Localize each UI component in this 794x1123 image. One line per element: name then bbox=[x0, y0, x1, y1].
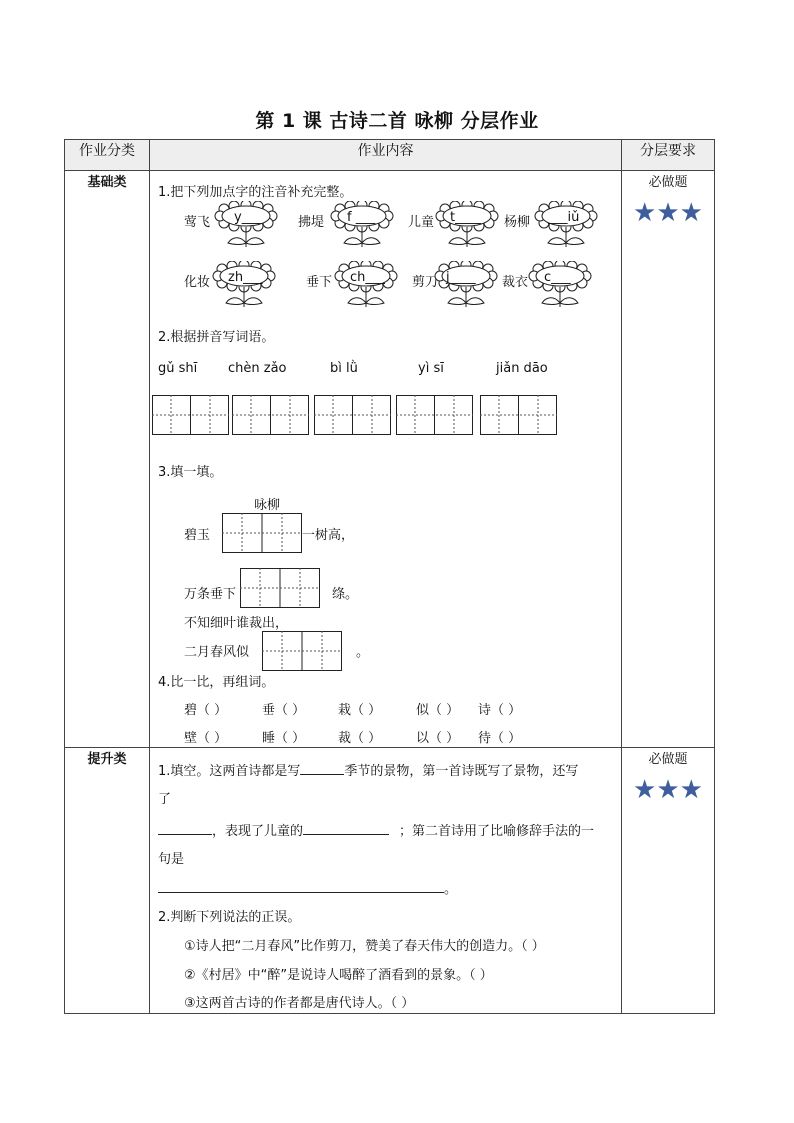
q1-word-1: 莺飞 bbox=[184, 215, 211, 230]
star-icon: ★★★ bbox=[633, 198, 703, 228]
header-category: 作业分类 bbox=[65, 140, 150, 171]
q2-pinyin-5: jiǎn dāo bbox=[496, 361, 548, 376]
flower-icon bbox=[214, 201, 278, 249]
adv-q1-line5 bbox=[158, 878, 457, 897]
star-rating bbox=[622, 777, 714, 803]
header-content: 作业内容 bbox=[150, 140, 622, 171]
q4-item: 碧（ ） bbox=[184, 703, 228, 718]
adv-q1-text-c: ，表现了儿童的 bbox=[212, 824, 304, 839]
q3-line4-post: 。 bbox=[356, 645, 370, 660]
answer-blank[interactable] bbox=[158, 892, 444, 893]
q4-text: 4.比一比，再组词。 bbox=[158, 675, 275, 690]
q3-text: 3.填一填。 bbox=[158, 465, 223, 480]
category-basic: 基础类 bbox=[65, 171, 150, 748]
q1-text: 1.把下列加点字的注音补充完整。 bbox=[158, 185, 353, 200]
flower-icon bbox=[534, 201, 598, 249]
content-basic bbox=[150, 171, 622, 748]
flower-icon bbox=[435, 201, 499, 249]
answer-blank[interactable] bbox=[158, 834, 212, 835]
category-advanced: 提升类 bbox=[65, 748, 150, 1014]
requirement-advanced bbox=[622, 748, 715, 1014]
q4-item: 睡（ ） bbox=[262, 731, 306, 746]
adv-q1-line2: 了 bbox=[158, 792, 172, 807]
adv-q2-item-3: ③这两首古诗的作者都是唐代诗人。（ ） bbox=[184, 996, 415, 1011]
q3-line3: 不知细叶谁裁出， bbox=[184, 616, 289, 631]
q1-pinyin-2: f ___ bbox=[347, 210, 376, 225]
writing-grid bbox=[232, 395, 309, 435]
q4-item: 壁（ ） bbox=[184, 731, 228, 746]
q2-pinyin-1: gǔ shī bbox=[158, 361, 198, 376]
q3-line4-pre: 二月春风似 bbox=[184, 645, 250, 660]
q1-pinyin-4: ___iǔ bbox=[548, 210, 580, 225]
header-requirement: 分层要求 bbox=[622, 140, 715, 171]
q3-line2-pre: 万条垂下 bbox=[184, 587, 237, 602]
q2-pinyin-4: yì sī bbox=[418, 361, 444, 376]
q1-word-3: 儿童 bbox=[408, 215, 435, 230]
q1-word-6: 垂下 bbox=[306, 275, 333, 290]
adv-q1-line4: 句是 bbox=[158, 852, 185, 867]
q4-item: 以（ ） bbox=[416, 731, 460, 746]
q4-item: 诗（ ） bbox=[478, 703, 522, 718]
writing-grid bbox=[240, 568, 320, 608]
q3-line1-post: 一树高， bbox=[302, 528, 355, 543]
adv-q2-text: 2.判断下列说法的正误。 bbox=[158, 910, 301, 925]
homework-table bbox=[64, 139, 715, 1014]
q1-word-8: 裁衣 bbox=[502, 275, 529, 290]
adv-q1-text-a: 1.填空。这两首诗都是写 bbox=[158, 764, 301, 779]
flower-icon bbox=[334, 261, 398, 309]
q1-word-2: 拂堤 bbox=[298, 215, 325, 230]
writing-grid bbox=[480, 395, 557, 435]
requirement-basic bbox=[622, 171, 715, 748]
q2-text: 2.根据拼音写词语。 bbox=[158, 330, 275, 345]
q4-item: 栽（ ） bbox=[338, 703, 382, 718]
q2-pinyin-2: chèn zǎo bbox=[228, 361, 287, 376]
adv-q2-item-1: ①诗人把“二月春风”比作剪刀，赞美了春天伟大的创造力。（ ） bbox=[184, 939, 545, 954]
q4-item: 垂（ ） bbox=[262, 703, 306, 718]
answer-blank[interactable] bbox=[303, 834, 389, 835]
star-rating bbox=[622, 200, 714, 226]
adv-q1-text-e: 。 bbox=[444, 882, 458, 897]
writing-grid bbox=[314, 395, 391, 435]
star-icon: ★★★ bbox=[633, 775, 703, 805]
content-advanced bbox=[150, 748, 622, 1014]
q3-line1-pre: 碧玉 bbox=[184, 528, 211, 543]
writing-grid bbox=[152, 395, 229, 435]
q1-pinyin-1: y___ bbox=[234, 210, 262, 225]
adv-q1-text-b: 季节的景物，第一首诗既写了景物，还写 bbox=[344, 764, 579, 779]
q3-poem-title: 咏柳 bbox=[254, 498, 281, 513]
adv-q1-text-d: ；第二首诗用了比喻修辞手法的一 bbox=[399, 824, 595, 839]
writing-grid bbox=[396, 395, 473, 435]
adv-q1-line1 bbox=[158, 760, 578, 779]
q2-pinyin-3: bì lǜ bbox=[330, 361, 358, 376]
q3-line2-post: 绦。 bbox=[332, 587, 359, 602]
writing-grid bbox=[222, 513, 302, 553]
q4-item: 裁（ ） bbox=[338, 731, 382, 746]
q1-pinyin-5: zh___ bbox=[228, 270, 263, 285]
q1-pinyin-7: j____ bbox=[446, 270, 476, 285]
q1-word-4: 杨柳 bbox=[504, 215, 531, 230]
flower-icon bbox=[528, 261, 592, 309]
q1-pinyin-3: t____ bbox=[450, 210, 482, 225]
adv-q2-item-2: ②《村居》中“醉”是说诗人喝醉了酒看到的景象。（ ） bbox=[184, 968, 493, 983]
page-title: 第 1 课 古诗二首 咏柳 分层作业 bbox=[255, 110, 539, 132]
flower-icon bbox=[212, 261, 276, 309]
q4-item: 似（ ） bbox=[416, 703, 460, 718]
writing-grid bbox=[262, 631, 342, 671]
q4-item: 待（ ） bbox=[478, 731, 522, 746]
flower-icon bbox=[330, 201, 394, 249]
requirement-label: 必做题 bbox=[648, 752, 688, 767]
q1-word-5: 化妆 bbox=[184, 275, 211, 290]
flower-icon bbox=[434, 261, 498, 309]
q1-pinyin-6: ch___ bbox=[350, 270, 385, 285]
adv-q1-line3 bbox=[158, 820, 594, 839]
answer-blank[interactable] bbox=[300, 774, 344, 775]
q1-pinyin-8: c___ bbox=[544, 270, 571, 285]
requirement-label: 必做题 bbox=[648, 175, 688, 190]
q1-word-7: 剪刀 bbox=[412, 275, 439, 290]
